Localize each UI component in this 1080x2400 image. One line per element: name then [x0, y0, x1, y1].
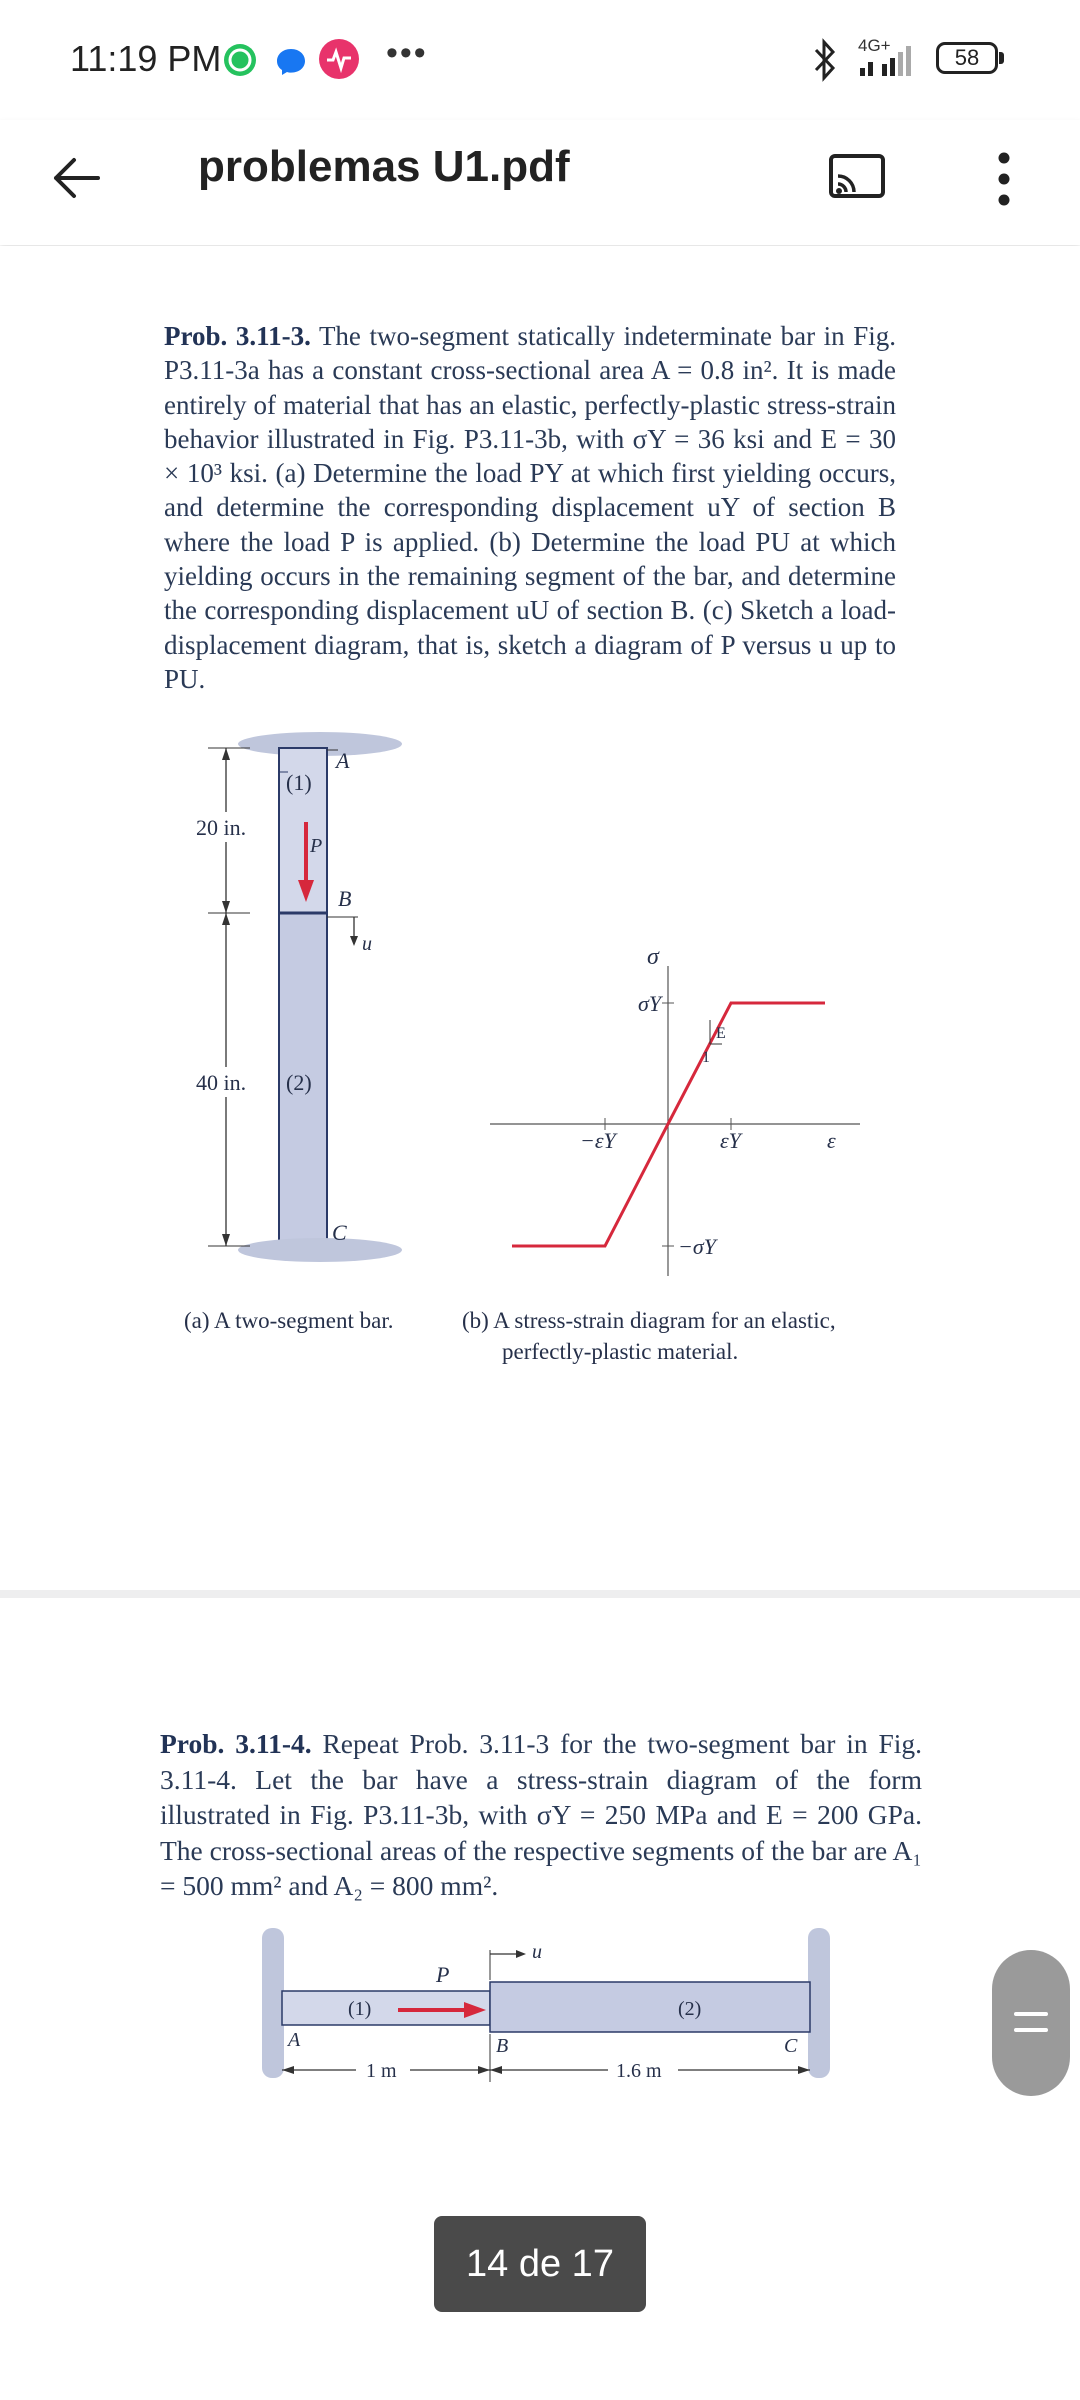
page-separator	[0, 1590, 1080, 1598]
dim-1m: 1 m	[366, 2060, 397, 2082]
caption-fig-b-line2: perfectly-plastic material.	[502, 1339, 739, 1364]
label-a: A	[288, 2029, 301, 2051]
label-a: A	[336, 748, 350, 773]
label-u: u	[532, 1941, 542, 1963]
bar-segment-2	[490, 1982, 810, 2032]
more-notifications-icon: •••	[386, 34, 428, 72]
problem-body: Repeat Prob. 3.11-3 for the two-segment bar in Fig. 3.11-4. Let the bar have a stress-strain diagram of the form illustrated in Fig. P3.11-3b, with σY = 250 MPa and E = 200 GPa. The cross-sectional areas of the respective segments of the bar are A₁ = 500 mm² and A₂ = 800 mm².	[160, 1728, 922, 1901]
label-neg-eps-y: −εY	[580, 1128, 616, 1153]
status-bar	[0, 0, 1080, 120]
label-eps: ε	[827, 1128, 836, 1153]
dim-20in: 20 in.	[196, 815, 247, 840]
label-p: P	[310, 835, 323, 857]
back-arrow-icon[interactable]	[48, 150, 104, 206]
status-time: 11:19 PM	[70, 38, 222, 79]
problem-3-11-3-text	[164, 319, 896, 696]
label-p: P	[436, 1962, 450, 1987]
battery-level: 58	[954, 45, 980, 70]
network-type: 4G+	[858, 36, 891, 55]
label-e: E	[716, 1025, 726, 1042]
caption-fig-b-line1: (b) A stress-strain diagram for an elastic,	[462, 1308, 836, 1333]
figure-b-stress-strain	[490, 936, 870, 1306]
caption-fig-a: (a) A two-segment bar.	[184, 1308, 394, 1333]
dim-40in: 40 in.	[196, 1070, 247, 1095]
label-c: C	[784, 2035, 798, 2057]
app-icon	[318, 38, 360, 80]
cast-icon[interactable]	[826, 146, 888, 208]
bluetooth-icon	[812, 38, 838, 82]
page-indicator: 14 de 17	[434, 2216, 646, 2312]
problem-body: The two-segment statically indeterminate bar in Fig. P3.11-3a has a constant cross-sectional area A = 0.8 in². It is made entirely of material that has an elastic, perfectly-plastic stress-strain behavior illustrated in Fig. P3.11-3b, with σY = 36 ksi and E = 30 × 10³ ksi. (a) Determine the load PY at which first yielding occurs, and determine the corresponding displacement uY of section B where the load P is applied. (b) Determine the load PU at which yielding occurs in the remaining segment of the bar, and determine the corresponding displacement uU of section B. (c) Sketch a load-displacement diagram, that is, sketch a diagram of P versus u up to PU.	[164, 321, 896, 694]
label-c: C	[332, 1220, 347, 1245]
messenger-icon	[274, 44, 308, 78]
app-toolbar	[0, 120, 1080, 245]
left-support	[262, 1928, 284, 2078]
figure-horizontal-bar	[256, 1922, 846, 2092]
label-one: 1	[702, 1049, 710, 1066]
problem-3-11-4-text	[160, 1726, 922, 1904]
pdf-page-14	[0, 246, 1080, 1590]
right-support	[808, 1928, 830, 2078]
label-seg-1: (1)	[286, 770, 312, 795]
label-seg-2: (2)	[286, 1070, 312, 1095]
battery-icon	[936, 42, 998, 74]
label-u: u	[362, 933, 372, 955]
label-neg-sigma-y: −σY	[678, 1234, 716, 1259]
label-b: B	[338, 886, 352, 911]
label-eps-y: εY	[720, 1128, 741, 1153]
problem-number: Prob. 3.11-4.	[160, 1728, 312, 1759]
whatsapp-icon	[222, 42, 258, 78]
label-b: B	[496, 2035, 509, 2057]
label-seg-1: (1)	[348, 1998, 372, 2020]
document-title: problemas U1.pdf	[198, 142, 570, 191]
label-sigma: σ	[647, 944, 659, 970]
label-sigma-y: σY	[638, 991, 662, 1016]
signal-icon	[858, 42, 928, 78]
bottom-support	[238, 1238, 402, 1262]
dim-1-6m: 1.6 m	[616, 2060, 662, 2082]
more-options-icon[interactable]	[990, 144, 1018, 214]
figure-a-two-segment-bar	[190, 722, 430, 1342]
fast-scroll-handle[interactable]	[992, 1950, 1070, 2096]
label-seg-2: (2)	[678, 1998, 702, 2020]
caption-fig-b	[462, 1305, 836, 1367]
problem-number: Prob. 3.11-3.	[164, 321, 311, 351]
